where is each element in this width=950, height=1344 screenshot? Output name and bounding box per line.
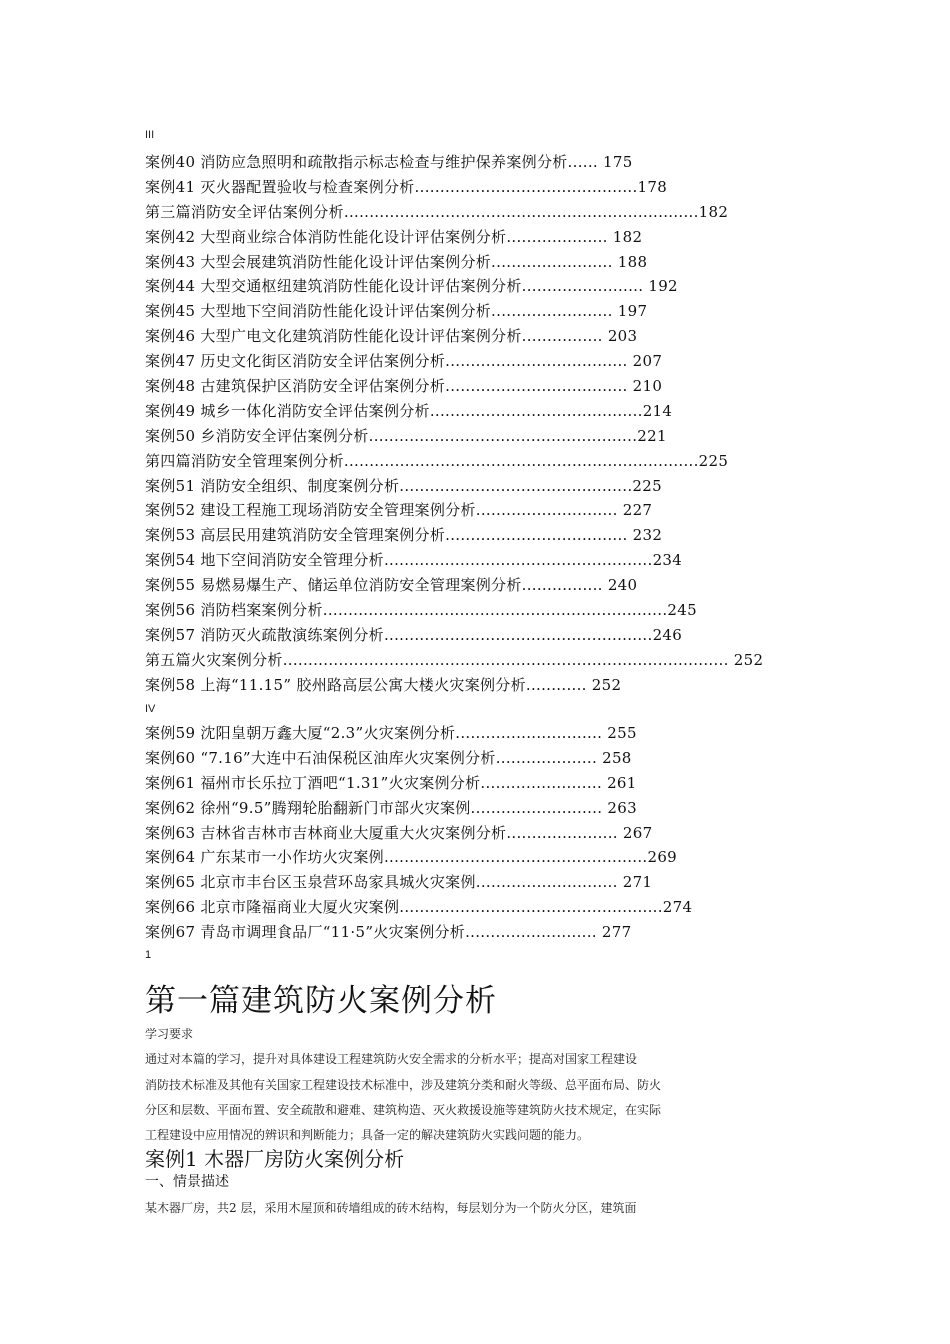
section-heading: 一、情景描述 — [145, 1174, 229, 1190]
toc-entry[interactable]: 第三篇消防安全评估案例分析......................................................................182 — [145, 202, 729, 221]
toc-entry[interactable]: 案例56 消防档案案例分析....................................................................245 — [145, 601, 697, 620]
toc-entry[interactable]: 案例41 灭火器配置验收与检查案例分析............................................178 — [145, 177, 668, 196]
table-of-contents-continued — [145, 721, 825, 945]
toc-entry[interactable]: 案例52 建设工程施工现场消防安全管理案例分析............................ 227 — [145, 501, 653, 520]
toc-entry[interactable]: 案例67 青岛市调理食品厂“11·5”火灾案例分析.......................... 277 — [145, 923, 632, 942]
toc-entry[interactable]: 案例48 古建筑保护区消防安全评估案例分析.................................... 210 — [145, 377, 663, 396]
toc-entry[interactable]: 案例61 福州市长乐拉丁酒吧“1.31”火灾案例分析........................ 261 — [145, 773, 637, 792]
toc-entry[interactable]: 案例66 北京市隆福商业大厦火灾案例....................................................274 — [145, 898, 693, 917]
roman-page-marker: III — [145, 129, 155, 141]
study-paragraph-line: 工程建设中应用情况的辨识和判断能力；具备一定的解决建筑防火实践问题的能力。 — [145, 1128, 590, 1142]
toc-entry[interactable]: 案例54 地下空间消防安全管理分析.....................................................234 — [145, 551, 683, 570]
toc-entry[interactable]: 案例51 消防安全组织、制度案例分析..............................................225 — [145, 476, 662, 495]
toc-entry[interactable]: 案例53 高层民用建筑消防安全管理案例分析.................................... 232 — [145, 526, 663, 545]
toc-entry[interactable]: 案例46 大型广电文化建筑消防性能化设计评估案例分析................ 203 — [145, 327, 638, 346]
toc-entry[interactable]: 案例42 大型商业综合体消防性能化设计评估案例分析.................... 182 — [145, 227, 643, 246]
toc-entry[interactable]: 案例47 历史文化街区消防安全评估案例分析.................................... 207 — [145, 352, 663, 371]
toc-entry[interactable]: 案例63 吉林省吉林市吉林商业大厦重大火灾案例分析...................... 267 — [145, 823, 653, 842]
toc-entry[interactable]: 第五篇火灾案例分析........................................................................................ 252 — [145, 650, 764, 669]
body-text-line: 某木器厂房，共2 层，采用木屋顶和砖墙组成的砖木结构，每层划分为一个防火分区，建筑面 — [145, 1201, 637, 1215]
toc-entry[interactable]: 案例60 “7.16”大连中石油保税区油库火灾案例分析.................... 258 — [145, 748, 632, 767]
part-title: 第一篇建筑防火案例分析 — [145, 983, 497, 1019]
toc-entry[interactable]: 案例59 沈阳皇朝万鑫大厦“2.3”火灾案例分析............................. 255 — [145, 724, 637, 742]
toc-entry[interactable]: 案例58 上海“11.15” 胶州路高层公寓大楼火灾案例分析............ 252 — [145, 675, 622, 694]
toc-entry[interactable]: 案例65 北京市丰台区玉泉营环岛家具城火灾案例............................ 271 — [145, 873, 653, 892]
study-paragraph-line: 消防技术标准及其他有关国家工程建设技术标准中，涉及建筑分类和耐火等级、总平面布局、防火 — [145, 1078, 662, 1092]
toc-entry[interactable]: 案例55 易燃易爆生产、储运单位消防安全管理案例分析................ 240 — [145, 576, 638, 595]
toc-entry[interactable]: 案例45 大型地下空间消防性能化设计评估案例分析........................ 197 — [145, 302, 648, 321]
study-paragraph-line: 分区和层数、平面布置、安全疏散和避难、建筑构造、灭火救援设施等建筑防火技术规定，在实际 — [145, 1103, 662, 1117]
toc-entry[interactable]: 案例49 城乡一体化消防安全评估案例分析..........................................214 — [145, 401, 673, 420]
toc-entry[interactable]: 第四篇消防安全管理案例分析......................................................................225 — [145, 451, 729, 470]
toc-entry[interactable]: 案例50 乡消防安全评估案例分析.....................................................221 — [145, 426, 667, 445]
study-heading: 学习要求 — [145, 1027, 194, 1041]
toc-entry[interactable]: 案例64 广东某市一小作坊火灾案例....................................................269 — [145, 848, 678, 867]
toc-entry[interactable]: 案例62 徐州“9.5”腾翔轮胎翻新门市部火灾案例.......................... 263 — [145, 798, 637, 817]
case-title: 案例1 木器厂房防火案例分析 — [145, 1147, 405, 1171]
toc-entry[interactable]: 案例44 大型交通枢纽建筑消防性能化设计评估案例分析........................ 192 — [145, 277, 678, 296]
table-of-contents — [145, 150, 825, 698]
roman-page-marker: IV — [145, 703, 156, 715]
toc-entry[interactable]: 案例40 消防应急照明和疏散指示标志检查与维护保养案例分析...... 175 — [145, 153, 633, 171]
toc-entry[interactable]: 案例57 消防灭火疏散演练案例分析.....................................................246 — [145, 625, 683, 644]
study-paragraph-line: 通过对本篇的学习，提升对具体建设工程建筑防火安全需求的分析水平；提高对国家工程建设 — [145, 1052, 638, 1066]
page-number: 1 — [145, 949, 152, 961]
toc-entry[interactable]: 案例43 大型会展建筑消防性能化设计评估案例分析........................ 188 — [145, 252, 648, 271]
